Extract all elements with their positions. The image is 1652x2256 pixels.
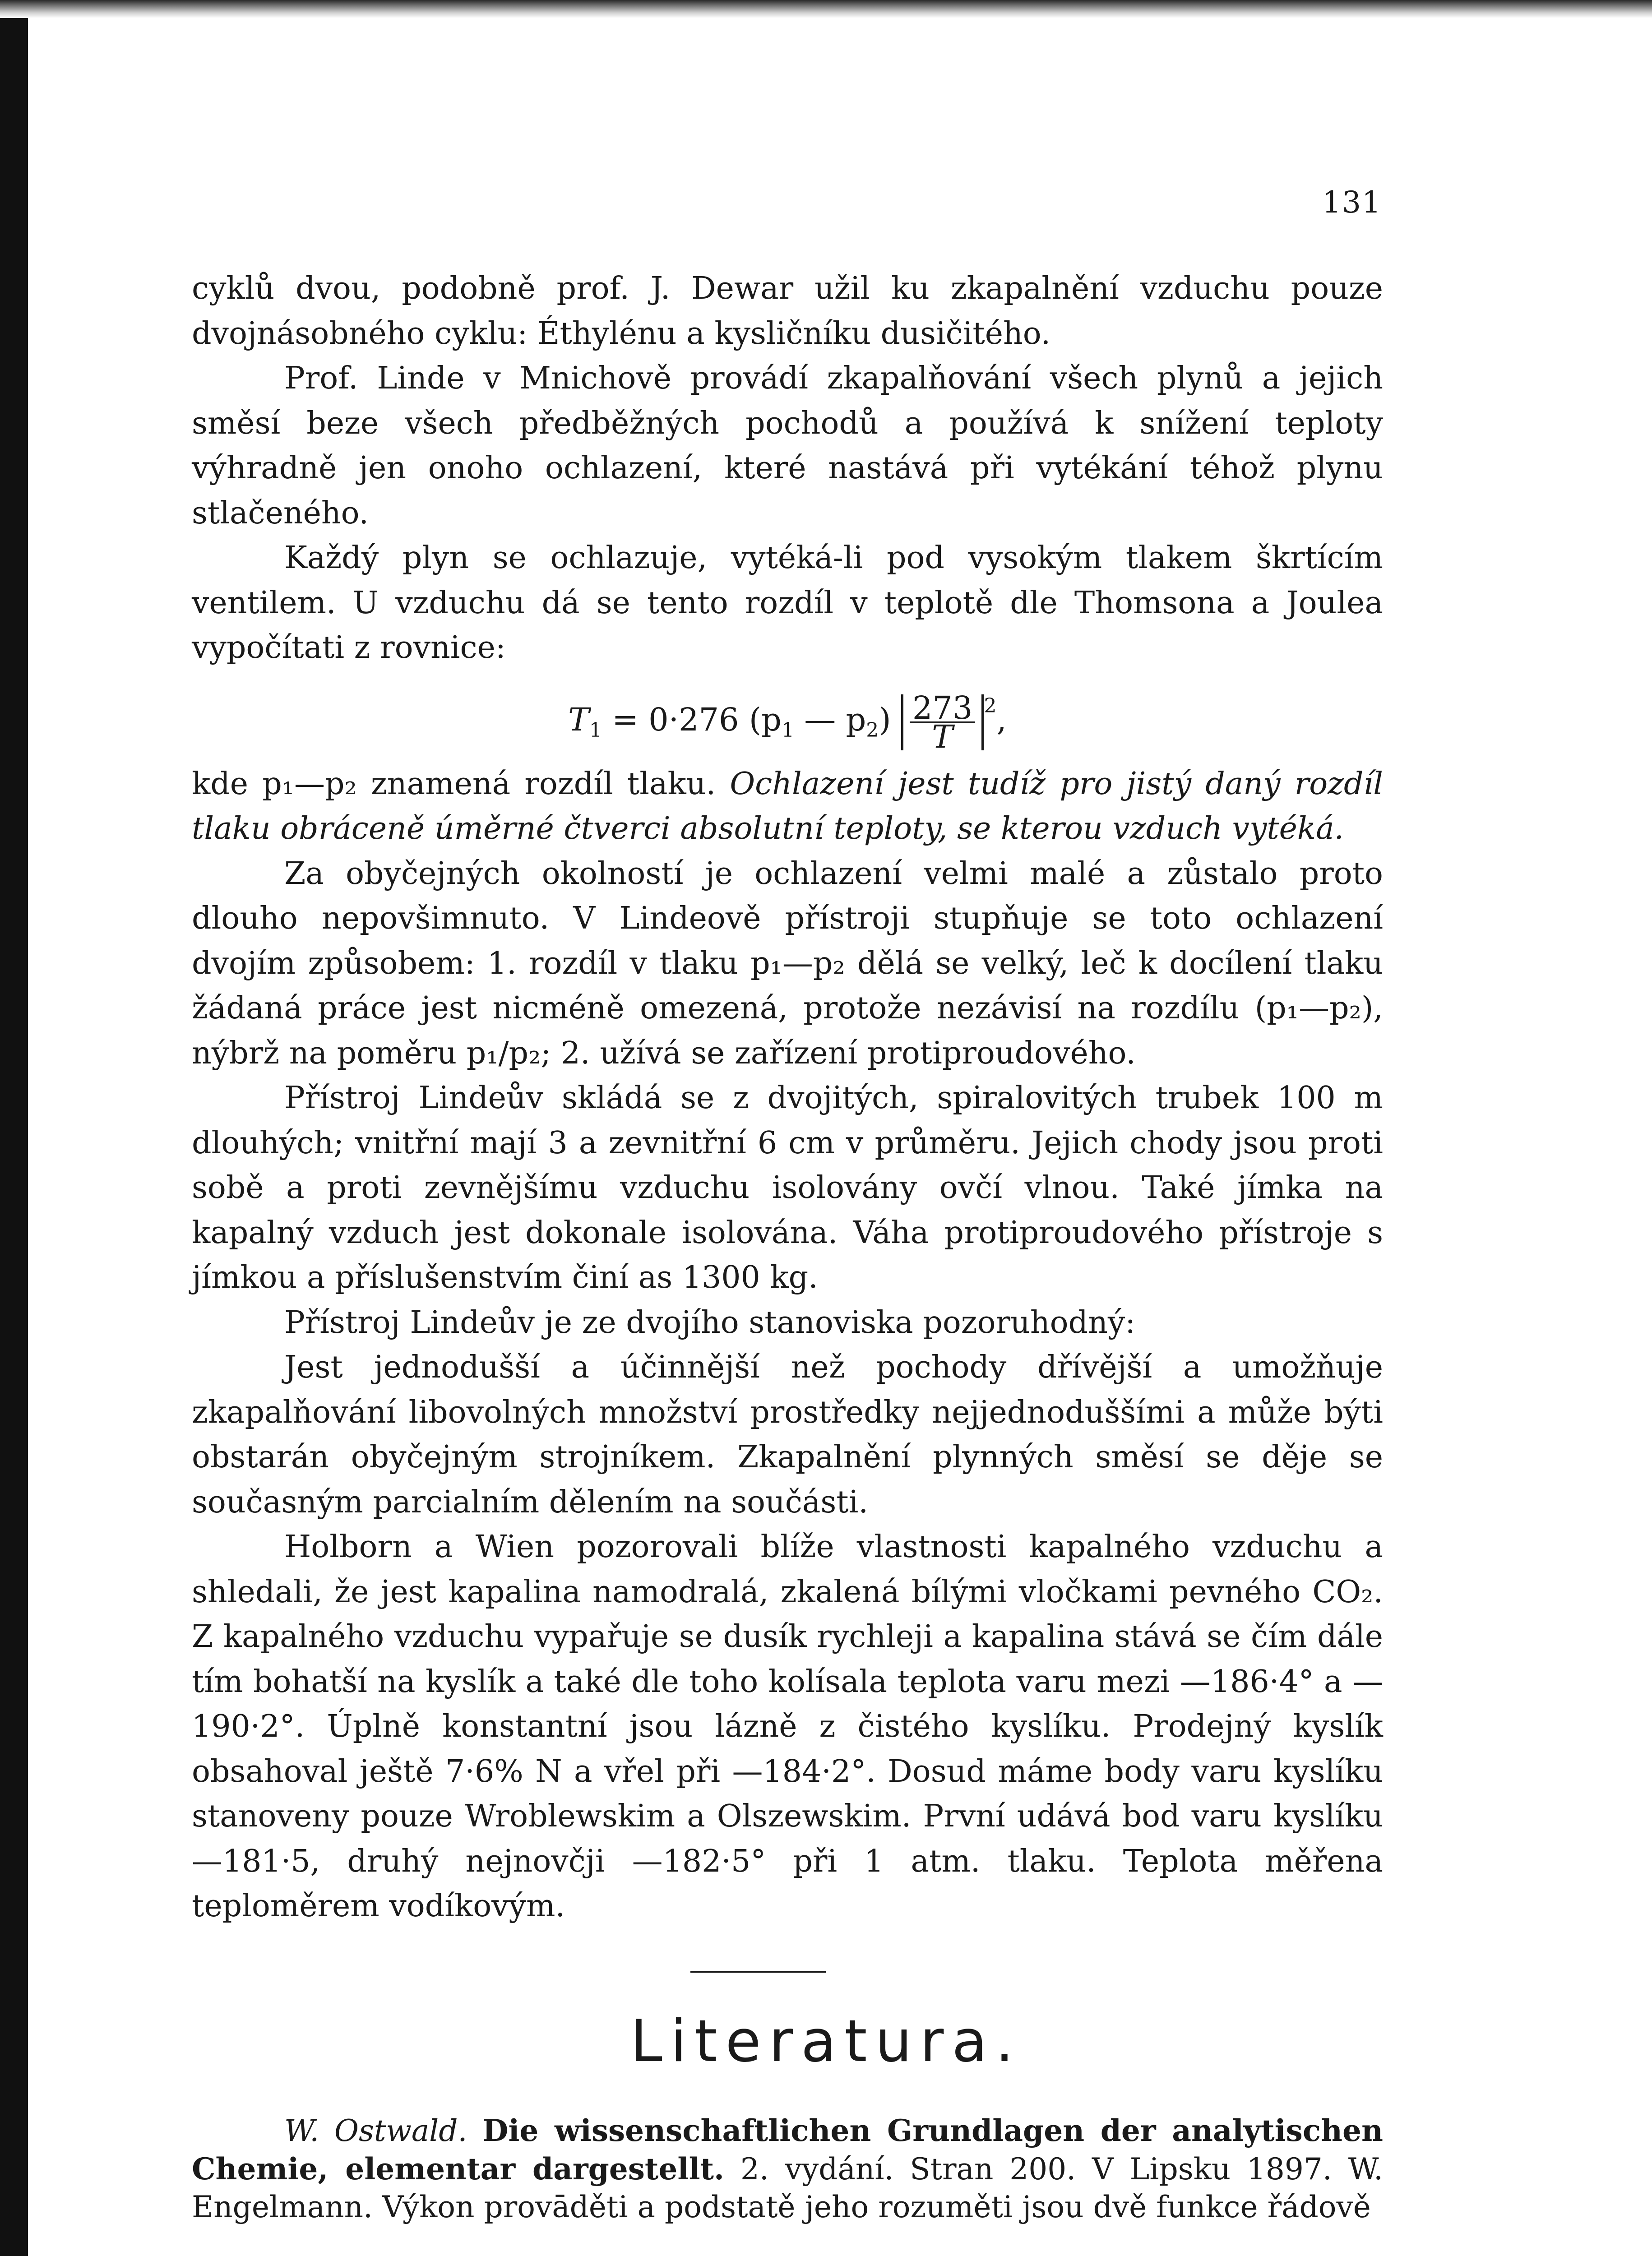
- formula-bracket-fraction: [901, 689, 984, 755]
- literature-title: Die wissenschaftlichen Grundlagen der analytischen Chemie, elementar dargestellt.: [192, 2113, 1383, 2187]
- paragraph-8: Jest jednodušší a účinnější než pochody dřívější a umožňuje zkapalňování libovolných množství prostředky nejjednoduššími a může býti obstarán obyčejným strojníkem. Zkapalnění plynných směsí se děje se současným parcialním dělením na součásti.: [192, 1350, 1383, 1520]
- formula-lhs-sub: 1: [589, 718, 602, 742]
- paragraph-5: Za obyčejných okolností je ochlazení velmi malé a zůstalo proto dlouho nepovšimnuto. V Lindeově přístroji stupňuje se toto ochlazení dvojím způsobem: 1. rozdíl v tlaku p₁—p₂ dělá se velký, leč k docílení tlaku žádaná práce jest nicméně omezená, protože nezávisí na rozdílu (p₁—p₂), nýbrž na poměru p₁/p₂; 2. užívá se zařízení protiproudového.: [192, 855, 1383, 1071]
- paragraph-2: Prof. Linde v Mnichově provádí zkapalňování všech plynů a jejich směsí beze všech předběžných pochodů a používá k snížení teploty výhradně jen onoho ochlazení, které nastává při vytékání téhož plynu stlačeného.: [192, 361, 1383, 531]
- paragraph-1: cyklů dvou, podobně prof. J. Dewar užil ku zkapalnění vzduchu pouze dvojnásobného cyklu: Éthylénu a kysličníku dusičitého.: [192, 271, 1383, 351]
- formula-lhs: T: [568, 701, 589, 738]
- paragraph-4-italic: Ochlazení jest tudíž pro jistý daný rozdíl tlaku obráceně úměrné čtverci absolutní teploty, se kterou vzduch vytéká.: [192, 766, 1384, 846]
- paragraph-4-start: kde p₁—p₂ znamená rozdíl tlaku.: [192, 766, 730, 802]
- formula-trail: ,: [996, 701, 1007, 738]
- paragraph-7: Přístroj Lindeův je ze dvojího stanoviska pozoruhodný:: [284, 1304, 1136, 1341]
- paragraph-9: Holborn a Wien pozorovali blíže vlastnosti kapalného vzduchu a shledali, že jest kapalina namodralá, zkalená bílými vločkami pevného CO₂. Z kapalného vzduchu vypařuje se dusík rychleji a kapalina stává se čím dále tím bohatší na kyslík a také dle toho kolísala teplota varu mezi —186·4° a —190·2°. Úplně konstantní jsou lázně z čistého kyslíku. Prodejný kyslík obsahoval ještě 7·6% N a vřel při —184·2°. Dosud máme body varu kyslíku stanoveny pouze Wroblewskim a Olszewskim. První udává bod varu kyslíku —181·5, druhý nejnovčji —182·5° při 1 atm. tlaku. Teplota měřena teploměrem vodíkovým.: [192, 1529, 1383, 1924]
- scan-left-edge: [0, 0, 28, 2256]
- formula-sub-1: 1: [781, 718, 794, 742]
- formula-coefficient: = 0·276 (p: [612, 701, 782, 738]
- formula-numerator: 273: [910, 694, 976, 723]
- formula-sub-2: 2: [866, 718, 879, 742]
- formula-close: ): [879, 701, 891, 738]
- literature-entry: [192, 2112, 1383, 2226]
- scan-top-edge: [0, 0, 1652, 18]
- literature-rest: 2. vydání. Stran 200. V Lipsku 1897. W. Engelmann. Výkon provāděti a podstatě jeho rozuměti jsou dvě funkce řádově: [192, 2152, 1383, 2224]
- paragraph-3: Každý plyn se ochlazuje, vytéká-li pod vysokým tlakem škrtícím ventilem. U vzduchu dá se tento rozdíl v teplotě dle Thomsona a Joulea vypočítati z rovnice:: [192, 540, 1383, 666]
- page-number: 131: [1322, 185, 1382, 220]
- section-divider: [690, 1971, 826, 1973]
- paragraph-4: [192, 762, 1383, 851]
- literature-heading: Literatura.: [630, 2008, 1022, 2075]
- body-text: [192, 266, 1383, 1929]
- literature-paragraph: [192, 2112, 1383, 2226]
- paragraph-6: Přístroj Lindeův skládá se z dvojitých, spiralovitých trubek 100 m dlouhých; vnitřní mají 3 a zevnitřní 6 cm v průměru. Jejich chody jsou proti sobě a proti zevnějšímu vzduchu isolovány ovčí vlnou. Také jímka na kapalný vzduch jest dokonale isolována. Váha protiproudového přístroje s jímkou a příslušenstvím činí as 1300 kg.: [192, 1080, 1383, 1295]
- formula-exponent: 2: [984, 694, 997, 717]
- literature-author: W. Ostwald.: [284, 2113, 467, 2148]
- thomson-joule-equation: [192, 677, 1383, 760]
- formula-denominator: T: [932, 718, 953, 755]
- formula-minus: — p: [794, 701, 866, 738]
